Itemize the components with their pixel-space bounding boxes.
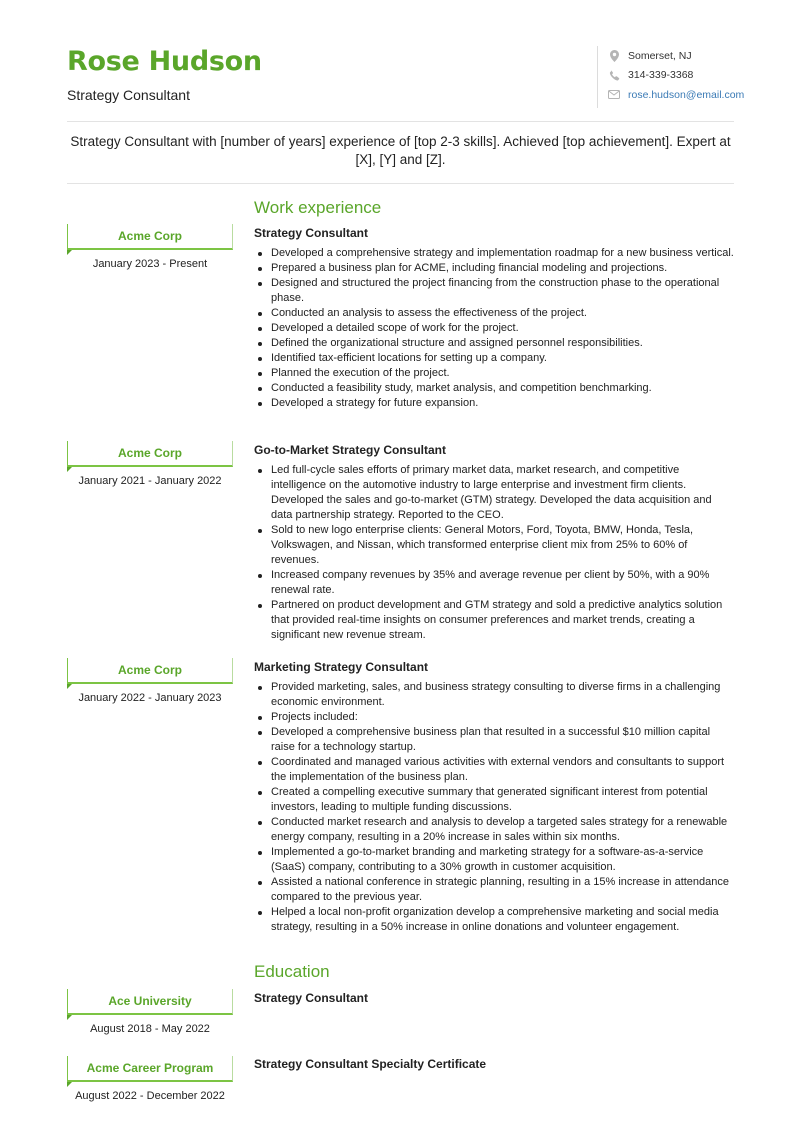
company-label: Acme Corp [67, 224, 233, 250]
phone-text: 314-339-3368 [628, 69, 694, 82]
job-dates: January 2021 - January 2022 [78, 475, 222, 487]
list-item: Implemented a go-to-market branding and marketing strategy for a software-as-a-service (SaaS) company, contributing to a 30% growth in customer acquisition. [254, 845, 734, 875]
work-section-title: Work experience [254, 198, 382, 217]
education-section-title: Education [254, 962, 330, 981]
list-item: Defined the organizational structure and assigned personnel responsibilities. [254, 336, 734, 351]
list-item: Sold to new logo enterprise clients: General Motors, Ford, Toyota, BMW, Honda, Tesla, Volkswagen, and Nissan, which transformed enterprise client mix from 25% to 60% of revenues. [254, 523, 734, 568]
list-item: Projects included: [254, 710, 734, 725]
list-item: Planned the execution of the project. [254, 366, 734, 381]
list-item: Assisted a national conference in strategic planning, resulting in a 15% increase in attendance compared to the previous year. [254, 875, 734, 905]
list-item: Conducted an analysis to assess the effectiveness of the project. [254, 306, 734, 321]
list-item: Developed a comprehensive business plan that resulted in a successful $10 million capital raise for a technology startup. [254, 725, 734, 755]
candidate-title: Strategy Consultant [67, 87, 190, 103]
phone-icon [608, 69, 620, 81]
list-item: Identified tax-efficient locations for setting up a company. [254, 351, 734, 366]
resume-header [67, 46, 262, 103]
list-item: Coordinated and managed various activities with external vendors and consultants to support the implementation of the business plan. [254, 755, 734, 785]
education-dates: August 2022 - December 2022 [75, 1090, 225, 1102]
list-item: Designed and structured the project financing from the construction phase to the operational phase. [254, 276, 734, 306]
map-pin-icon [608, 50, 620, 62]
contact-email[interactable] [608, 85, 744, 105]
list-item: Led full-cycle sales efforts of primary market data, market research, and competitive intelligence on the automotive industry to large enterprise and investment firm clients. Developed the sales and go-to-market (GTM) strategy. Developed the data acquisition and data partnership strategy. Reported to the CEO. [254, 463, 734, 523]
job-role: Marketing Strategy Consultant [254, 660, 429, 674]
summary-divider [67, 183, 734, 184]
education-degree: Strategy Consultant Specialty Certificate [254, 1057, 487, 1071]
list-item: Created a compelling executive summary that generated significant interest from potential investors, leading to multiple funding discussions. [254, 785, 734, 815]
envelope-icon [608, 89, 620, 101]
list-item: Partnered on product development and GTM strategy and sold a predictive analytics solution that provided real-time insights on consumer preferences and market trends, creating a significant new revenue stream. [254, 598, 734, 643]
school-label: Acme Career Program [67, 1056, 233, 1082]
education-side-1 [67, 989, 233, 1035]
contact-location [608, 46, 744, 66]
education-dates: August 2018 - May 2022 [90, 1023, 210, 1035]
contact-phone [608, 66, 744, 86]
list-item: Conducted a feasibility study, market analysis, and competition benchmarking. [254, 381, 734, 396]
job-side-3 [67, 658, 233, 704]
school-label: Ace University [67, 989, 233, 1015]
list-item: Developed a strategy for future expansion. [254, 396, 734, 411]
education-side-2 [67, 1056, 233, 1102]
list-item: Developed a detailed scope of work for the project. [254, 321, 734, 336]
company-label: Acme Corp [67, 658, 233, 684]
list-item: Increased company revenues by 35% and average revenue per client by 50%, with a 90% renewal rate. [254, 568, 734, 598]
header-divider [67, 121, 734, 122]
job-entry-2 [254, 443, 734, 643]
education-entry-1 [254, 991, 734, 1011]
education-degree: Strategy Consultant [254, 991, 369, 1005]
job-bullets [254, 463, 734, 643]
list-item: Conducted market research and analysis to develop a targeted sales strategy for a renewable energy company, resulting in a 20% increase in sales within six months. [254, 815, 734, 845]
contact-block [597, 46, 744, 108]
summary-text: Strategy Consultant with [number of years] experience of [top 2-3 skills]. Achieved [top achievement]. Expert at [X], [Y] and [Z]. [70, 134, 731, 167]
job-side-1 [67, 224, 233, 270]
job-entry-3 [254, 660, 734, 935]
company-label: Acme Corp [67, 441, 233, 467]
job-bullets [254, 246, 734, 411]
job-bullets [254, 680, 734, 935]
job-dates: January 2023 - Present [92, 258, 208, 270]
job-role: Go-to-Market Strategy Consultant [254, 443, 447, 457]
job-side-2 [67, 441, 233, 487]
email-link[interactable]: rose.hudson@email.com [628, 88, 745, 101]
education-entry-2 [254, 1057, 734, 1077]
job-dates: January 2022 - January 2023 [78, 692, 222, 704]
list-item: Developed a comprehensive strategy and implementation roadmap for a new business vertical. [254, 246, 734, 261]
location-text: Somerset, NJ [628, 49, 692, 62]
list-item: Prepared a business plan for ACME, including financial modeling and projections. [254, 261, 734, 276]
job-entry-1 [254, 226, 734, 411]
candidate-name: Rose Hudson [67, 46, 262, 77]
list-item: Provided marketing, sales, and business strategy consulting to diverse firms in a challenging economic environment. [254, 680, 734, 710]
job-role: Strategy Consultant [254, 226, 369, 240]
list-item: Helped a local non-profit organization develop a comprehensive marketing and social media strategy, resulting in a 50% increase in online donations and volunteer engagement. [254, 905, 734, 935]
